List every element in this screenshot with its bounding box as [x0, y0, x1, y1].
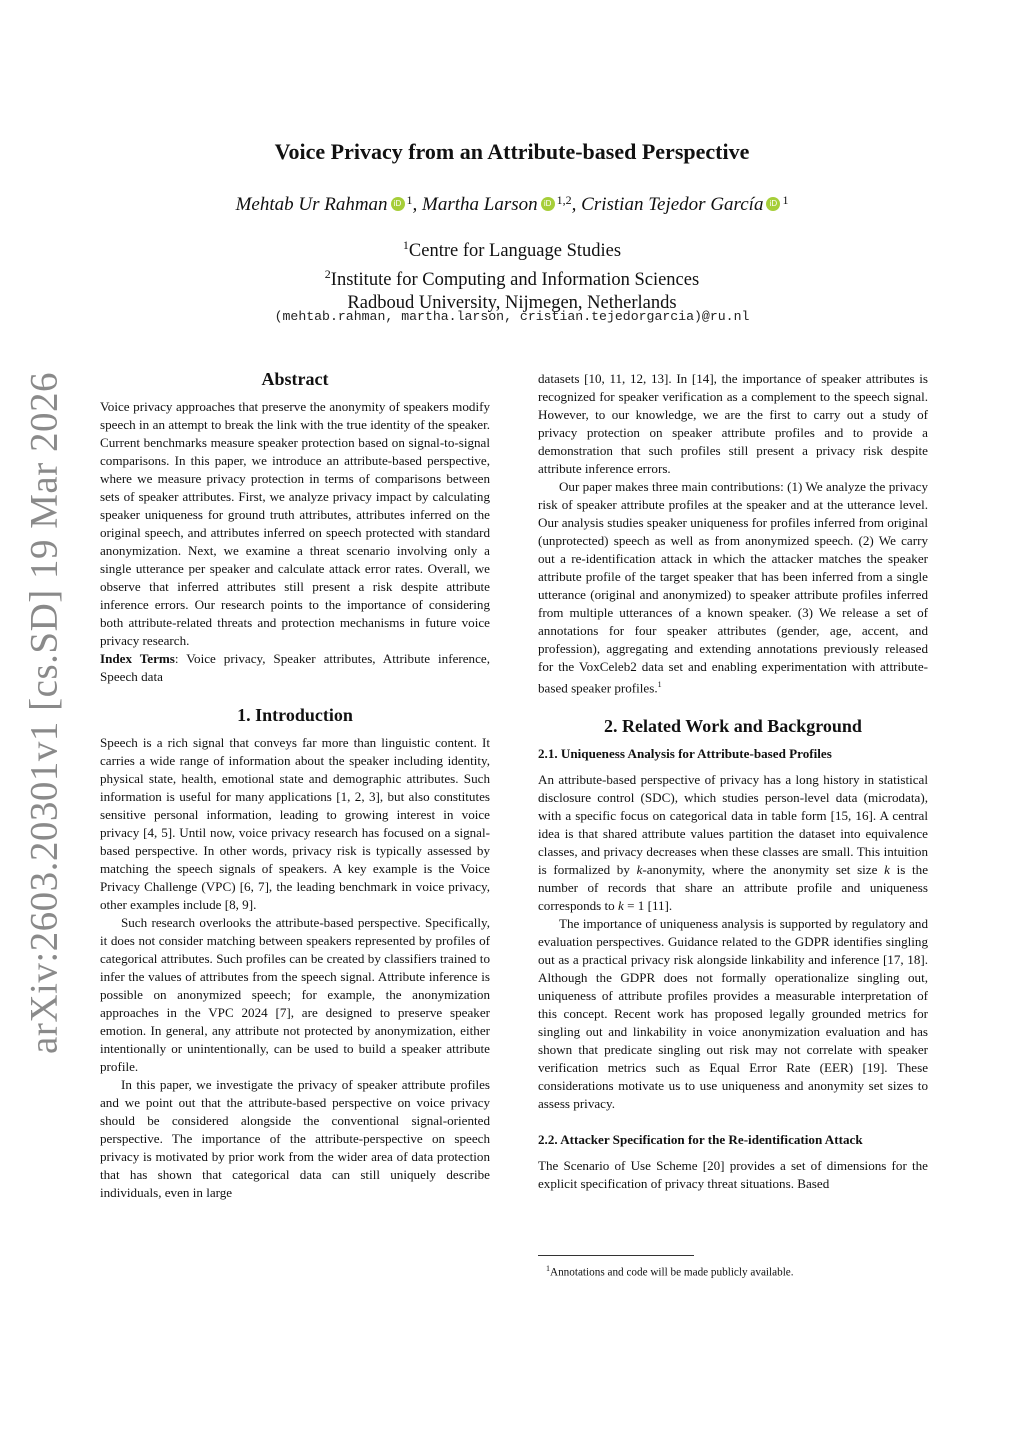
arxiv-identifier: arXiv:2603.20301v1 [cs.SD] 19 Mar 2026: [22, 372, 66, 1054]
author-affiliation-mark: 1: [406, 193, 413, 207]
intro-paragraph: Such research overlooks the attribute-based perspective. Specifically, it does not consider matching between speakers represented by profiles of categorical attributes. Such profiles can be created by classifiers trained to infer the values of attributes from the speech signal. Attribute inference is possible on anonymized speech; for example, the anonymization approaches in the VPC 2024 [7], are designed to preserve speaker emotion. In general, any attribute not protected by anonymization, either intentionally or unintentionally, can be used to build a speaker attribute profile.: [100, 915, 490, 1074]
author-affiliation-mark: 1: [782, 193, 789, 207]
university-line: Radboud University, Nijmegen, Netherlands: [347, 293, 677, 314]
subsection-heading: 2.1. Uniqueness Analysis for Attribute-based Profiles: [538, 746, 832, 762]
author-separator: ,: [412, 194, 418, 215]
introduction-heading: 1. Introduction: [237, 705, 353, 725]
author-name: Martha Larson: [422, 194, 538, 215]
affiliation-line: $^2$Institute for Computing and Information Sciences: [324, 267, 700, 291]
related-paragraph: The importance of uniqueness analysis is supported by regulatory and evaluation perspectives. Guidance related to the GDPR identifies singling out as a practical privacy risk alongside linkability and inference [17, 18]. Although the GDPR does not formally operationalize singling out, uniqueness of attribute profiles provides a measurable interpretation of this concept. Recent work has proposed legally grounded metrics for singling out and linkability in voice anonymization evaluation and has shown that predicate singling out risk may not correlate with speaker verification metrics such as Equal Error Rate (EER) [19]. These considerations motivate us to use uniqueness and anonymity set sizes to assess privacy.: [538, 916, 928, 1112]
author-name: Mehtab Ur Rahman: [235, 194, 388, 215]
author-emails: (mehtab.rahman, martha.larson, cristian.tejedorgarcia)@ru.nl: [274, 309, 750, 324]
affiliation-line: $^1$Centre for Language Studies: [402, 238, 622, 262]
abstract-text: Voice privacy approaches that preserve the anonymity of speakers modify speech in an attempt to break the link with the true identity of the speaker. Current benchmarks measure speaker protection based on signal-to-signal comparisons. In this paper, we introduce an attribute-based perspective, where we measure privacy protection in terms of comparisons between sets of speaker attributes. First, we analyze privacy impact by calculating speaker uniqueness for ground truth attributes, attributes inferred on the original speech, and attributes inferred on speech protected with standard anonymization. Next, we examine a threat scenario involving only a single utterance per speaker and calculate attack error rates. Overall, we observe that inferred attributes still present a risk despite attribute inference errors. Our research points to the importance of considering both attribute-related threats and protection mechanisms in future voice privacy research.: [100, 399, 490, 648]
footnote-marker[interactable]: 1: [657, 680, 662, 689]
orcid-icon[interactable]: iD: [541, 197, 555, 211]
author-affiliation-mark: 1,2: [556, 193, 572, 207]
author-name: Cristian Tejedor García: [581, 194, 764, 215]
footnote-divider: [538, 1255, 694, 1256]
left-column: [100, 370, 490, 1202]
related-paragraph: An attribute-based perspective of privacy has a long history in statistical disclosure control (SDC), which studies person-level data (microdata), with a specific focus on categorical data in table form [15, 16]. A central idea is that shared attribute values partition the dataset into equivalence classes, and privacy decreases when these classes are small. This intuition is formalized by k-anonymity, where the anonymity set size k is the number of records that share an attribute profile and uniqueness corresponds to k = 1 [11].: [538, 772, 928, 914]
orcid-icon[interactable]: iD: [391, 197, 405, 211]
author-list: [0, 193, 1024, 216]
related-work-heading: 2. Related Work and Background: [604, 716, 862, 737]
paper-title: Voice Privacy from an Attribute-based Perspective: [274, 139, 750, 164]
intro-paragraph: Speech is a rich signal that conveys far more than linguistic content. It carries a wide range of information about the speaker including identity, physical state, health, emotional state and demographic attributes. Such information is useful for many applications [1, 2, 3], but also constitutes sensitive personal information, leading to growing interest in voice privacy [4, 5]. Until now, voice privacy research has focused on a signal-based perspective. In other words, privacy risk is typically assessed by matching the speech signals of speakers. A key example is the Voice Privacy Challenge (VPC) [6, 7], the leading benchmark in voice privacy, other examples include [8, 9].: [100, 735, 490, 912]
author-separator: ,: [571, 194, 577, 215]
affiliations: [0, 234, 1024, 315]
related-paragraph: The Scenario of Use Scheme [20] provides a set of dimensions for the explicit specification of privacy threat situations. Based: [538, 1158, 928, 1192]
subsection-heading: 2.2. Attacker Specification for the Re-identification Attack: [538, 1132, 863, 1148]
intro-paragraph: In this paper, we investigate the privacy of speaker attribute profiles and we point out that the attribute-based perspective on voice privacy should be considered alongside the conventional signal-oriented perspective. The importance of the attribute-perspective on speech privacy is motivated by prior work from the wider area of data protection that has shown that categorical data can still uniquely describe individuals, even in large: [100, 1077, 490, 1200]
index-terms: Index Terms: Voice privacy, Speaker attributes, Attribute inference, Speech data: [100, 651, 490, 684]
footnote: $^1$Annotations and code will be made publicly available.: [546, 1264, 794, 1279]
right-column: [538, 370, 928, 1193]
intro-paragraph: datasets [10, 11, 12, 13]. In [14], the importance of speaker attributes is recognized for speaker verification as a complement to the speech signal. However, to our knowledge, we are the first to carry out a study of privacy protection on speaker attribute profiles and to provide a demonstration that such profiles still present a privacy risk despite attribute inference errors.: [538, 371, 928, 476]
abstract-heading: Abstract: [261, 369, 329, 389]
orcid-icon[interactable]: iD: [766, 197, 780, 211]
contributions-paragraph: Our paper makes three main contributions: (1) We analyze the privacy risk of speaker attribute profiles at the speaker and at the utterance level. Our analysis studies speaker uniqueness for profiles inferred from original (unprotected) speech as well as from anonymized speech. (2) We carry out a re-identification attack in which the attacker matches the speaker attribute profile of the target speaker that has been inferred from a single utterance (original and anonymized) to speaker attribute profiles inferred from multiple utterances of a known speaker. (3) We release a set of annotations for four speaker attributes (gender, age, accent, and profession), aggregating and extending annotations previously released for the VoxCeleb2 data set and enabling experimentation with attribute-based speaker profiles.$^1$: [538, 479, 928, 696]
